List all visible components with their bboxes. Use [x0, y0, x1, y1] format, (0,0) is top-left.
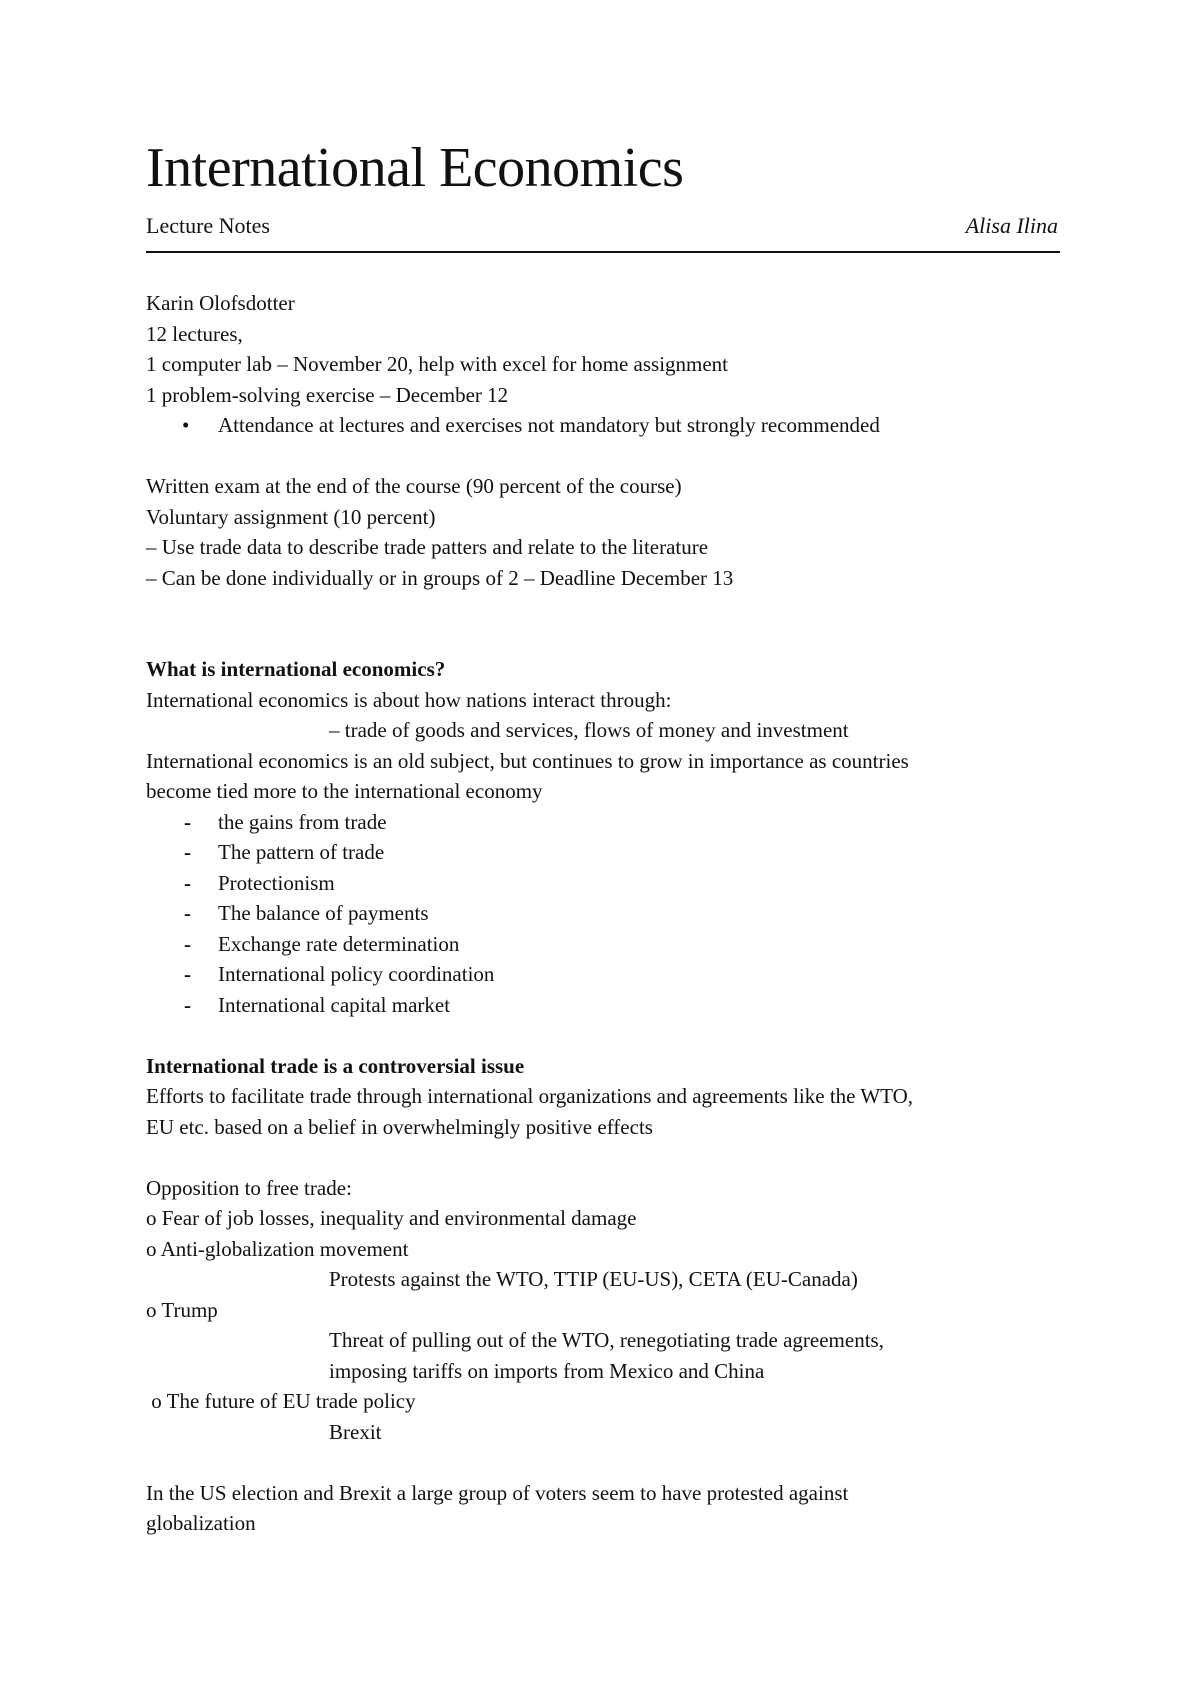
- paragraph-line: In the US election and Brexit a large group of voters seem to have protested against: [146, 1480, 849, 1505]
- opposition-subitem: imposing tariffs on imports from Mexico and China: [329, 1358, 765, 1383]
- bullet-mark: •: [182, 413, 190, 437]
- exam-line: Voluntary assignment (10 percent): [146, 504, 436, 529]
- opposition-item: o Fear of job losses, inequality and environmental damage: [146, 1206, 637, 1230]
- document-title: International Economics: [146, 137, 684, 199]
- intro-line: 12 lectures,: [146, 321, 243, 346]
- dash-text: International capital market: [218, 992, 451, 1017]
- dash-text: The balance of payments: [218, 901, 429, 925]
- dash-item: [146, 959, 1066, 990]
- dash-mark: -: [184, 962, 191, 986]
- paragraph-line: globalization: [146, 1511, 256, 1535]
- dash-mark: -: [184, 809, 191, 834]
- paragraph-line: Opposition to free trade:: [146, 1175, 352, 1200]
- dash-text: the gains from trade: [218, 809, 387, 834]
- paragraph-line: become tied more to the international economy: [146, 779, 543, 803]
- dash-text: The pattern of trade: [218, 840, 385, 864]
- paragraph-line: International economics is an old subject, but continues to grow in importance as countries: [146, 748, 909, 773]
- document-author: Alisa Ilina: [965, 213, 1058, 238]
- dash-item: [146, 929, 1066, 960]
- intro-line: 1 problem-solving exercise – December 12: [146, 382, 509, 407]
- exam-line: – Use trade data to describe trade patters and relate to the literature: [146, 535, 709, 559]
- document-subtitle: Lecture Notes: [146, 213, 270, 238]
- opposition-item: o Anti-globalization movement: [146, 1236, 409, 1261]
- dash-text: Exchange rate determination: [218, 931, 460, 956]
- header-divider: [146, 251, 1060, 253]
- opposition-item: o Trump: [146, 1297, 218, 1322]
- dash-text: International policy coordination: [218, 962, 495, 986]
- dash-item: [146, 990, 1066, 1021]
- dash-mark: -: [184, 870, 191, 895]
- opposition-item: o The future of EU trade policy: [146, 1389, 416, 1413]
- opposition-subitem: Brexit: [329, 1419, 382, 1444]
- intro-line: Karin Olofsdotter: [146, 291, 295, 315]
- dash-item: [146, 898, 1066, 929]
- document-body: [146, 288, 1066, 1539]
- dash-mark: -: [184, 840, 191, 864]
- paragraph-line: Efforts to facilitate trade through international organizations and agreements like the WTO,: [146, 1084, 914, 1108]
- dash-text: Protectionism: [218, 870, 335, 895]
- section-heading: International trade is a controversial issue: [146, 1053, 525, 1078]
- dash-item: [146, 837, 1066, 868]
- section-heading: What is international economics?: [146, 657, 446, 681]
- dash-item: [146, 807, 1066, 838]
- opposition-subitem: Protests against the WTO, TTIP (EU-US), CETA (EU-Canada): [329, 1267, 858, 1291]
- bullet-text: Attendance at lectures and exercises not mandatory but strongly recommended: [218, 413, 880, 437]
- dash-item: [146, 868, 1066, 899]
- bullet-item: [146, 410, 1066, 441]
- intro-line: 1 computer lab – November 20, help with excel for home assignment: [146, 352, 729, 376]
- exam-line: Written exam at the end of the course (90 percent of the course): [146, 474, 682, 498]
- exam-line: – Can be done individually or in groups of 2 – Deadline December 13: [146, 565, 734, 590]
- dash-mark: -: [184, 931, 191, 956]
- opposition-subitem: Threat of pulling out of the WTO, renegotiating trade agreements,: [329, 1328, 884, 1352]
- paragraph-line: International economics is about how nations interact through:: [146, 687, 672, 712]
- dash-mark: -: [184, 992, 191, 1017]
- indented-line: – trade of goods and services, flows of money and investment: [329, 718, 849, 742]
- dash-mark: -: [184, 901, 191, 925]
- paragraph-line: EU etc. based on a belief in overwhelmingly positive effects: [146, 1114, 653, 1139]
- subtitle-row: [146, 213, 1058, 239]
